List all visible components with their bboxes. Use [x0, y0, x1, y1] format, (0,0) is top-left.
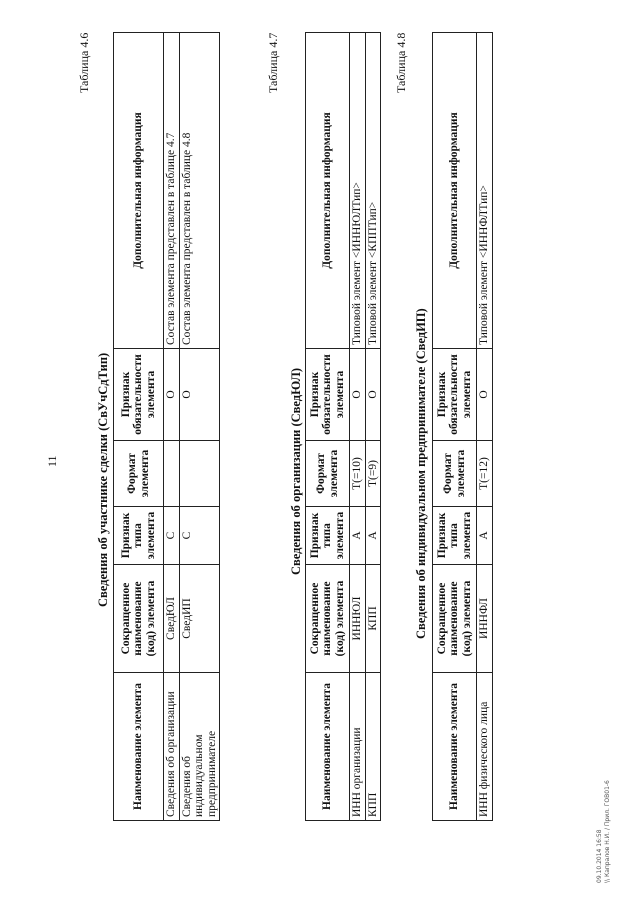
cell-type: А: [350, 507, 366, 565]
cell-code: ИННЮЛ: [350, 565, 366, 673]
header-info: Дополнительная информация: [306, 33, 350, 349]
header-required: Признак обязательности элемента: [306, 349, 350, 441]
cell-type: А: [477, 507, 493, 565]
header-format: Формат элемента: [306, 441, 350, 507]
table-header-row: [433, 33, 477, 821]
table-4-7-label: Таблица 4.7: [266, 32, 280, 93]
table-4-8-caption: Сведения об индивидуальном предпринимателе (СведИП): [414, 308, 428, 639]
cell-code: СведЮЛ: [164, 565, 180, 673]
table-4-6-label: Таблица 4.6: [77, 32, 91, 93]
table-4-6: [113, 32, 220, 821]
cell-required: О: [477, 349, 493, 441]
cell-required: О: [365, 349, 381, 441]
cell-info: Типовой элемент <ИННФЛТип>: [477, 33, 493, 349]
cell-code: ИННФЛ: [477, 565, 493, 673]
table-row: [365, 33, 381, 821]
footer-author: \\ Капралов Н.И. / Прил. ГОВ01-6: [604, 780, 611, 883]
cell-info: Типовой элемент <КППТип>: [365, 33, 381, 349]
footer-timestamp: 09.10.2014 16:58: [596, 829, 603, 883]
header-required: Признак обязательности элемента: [114, 349, 164, 441]
table-4-7-caption: Сведения об организации (СведЮЛ): [289, 367, 303, 575]
header-type: Признак типа элемента: [306, 507, 350, 565]
cell-format: Т(=9): [365, 441, 381, 507]
header-name: Наименование элемента: [114, 673, 164, 821]
cell-required: О: [179, 349, 220, 441]
header-name: Наименование элемента: [433, 673, 477, 821]
cell-info: Состав элемента представлен в таблице 4.8: [179, 33, 220, 349]
table-row: [164, 33, 180, 821]
header-info: Дополнительная информация: [114, 33, 164, 349]
cell-info: Состав элемента представлен в таблице 4.7: [164, 33, 180, 349]
cell-name: Сведения об индивидуальном предпринимателе: [179, 673, 220, 821]
cell-type: С: [179, 507, 220, 565]
cell-info: Типовой элемент <ИННЮЛТип>: [350, 33, 366, 349]
cell-name: ИНН физического лица: [477, 673, 493, 821]
cell-name: Сведения об организации: [164, 673, 180, 821]
cell-required: О: [350, 349, 366, 441]
cell-name: КПП: [365, 673, 381, 821]
table-row: [179, 33, 220, 821]
cell-name: ИНН организации: [350, 673, 366, 821]
table-4-8-label: Таблица 4.8: [394, 32, 408, 93]
header-format: Формат элемента: [433, 441, 477, 507]
header-type: Признак типа элемента: [433, 507, 477, 565]
cell-format: Т(=12): [477, 441, 493, 507]
header-info: Дополнительная информация: [433, 33, 477, 349]
cell-code: СведИП: [179, 565, 220, 673]
table-row: [350, 33, 366, 821]
cell-format: [164, 441, 180, 507]
table-4-8: [432, 32, 493, 821]
page-number: 11: [45, 455, 59, 467]
header-code: Сокращенное наименование (код) элемента: [433, 565, 477, 673]
header-code: Сокращенное наименование (код) элемента: [114, 565, 164, 673]
cell-code: КПП: [365, 565, 381, 673]
table-row: [477, 33, 493, 821]
header-required: Признак обязательности элемента: [433, 349, 477, 441]
table-header-row: [114, 33, 164, 821]
header-code: Сокращенное наименование (код) элемента: [306, 565, 350, 673]
cell-type: А: [365, 507, 381, 565]
cell-required: О: [164, 349, 180, 441]
table-4-7: [305, 32, 381, 821]
header-type: Признак типа элемента: [114, 507, 164, 565]
table-header-row: [306, 33, 350, 821]
cell-format: Т(=10): [350, 441, 366, 507]
cell-type: С: [164, 507, 180, 565]
table-4-6-caption: Сведения об участнике сделки (СвУчСдТип): [96, 352, 110, 607]
header-name: Наименование элемента: [306, 673, 350, 821]
header-format: Формат элемента: [114, 441, 164, 507]
cell-format: [179, 441, 220, 507]
